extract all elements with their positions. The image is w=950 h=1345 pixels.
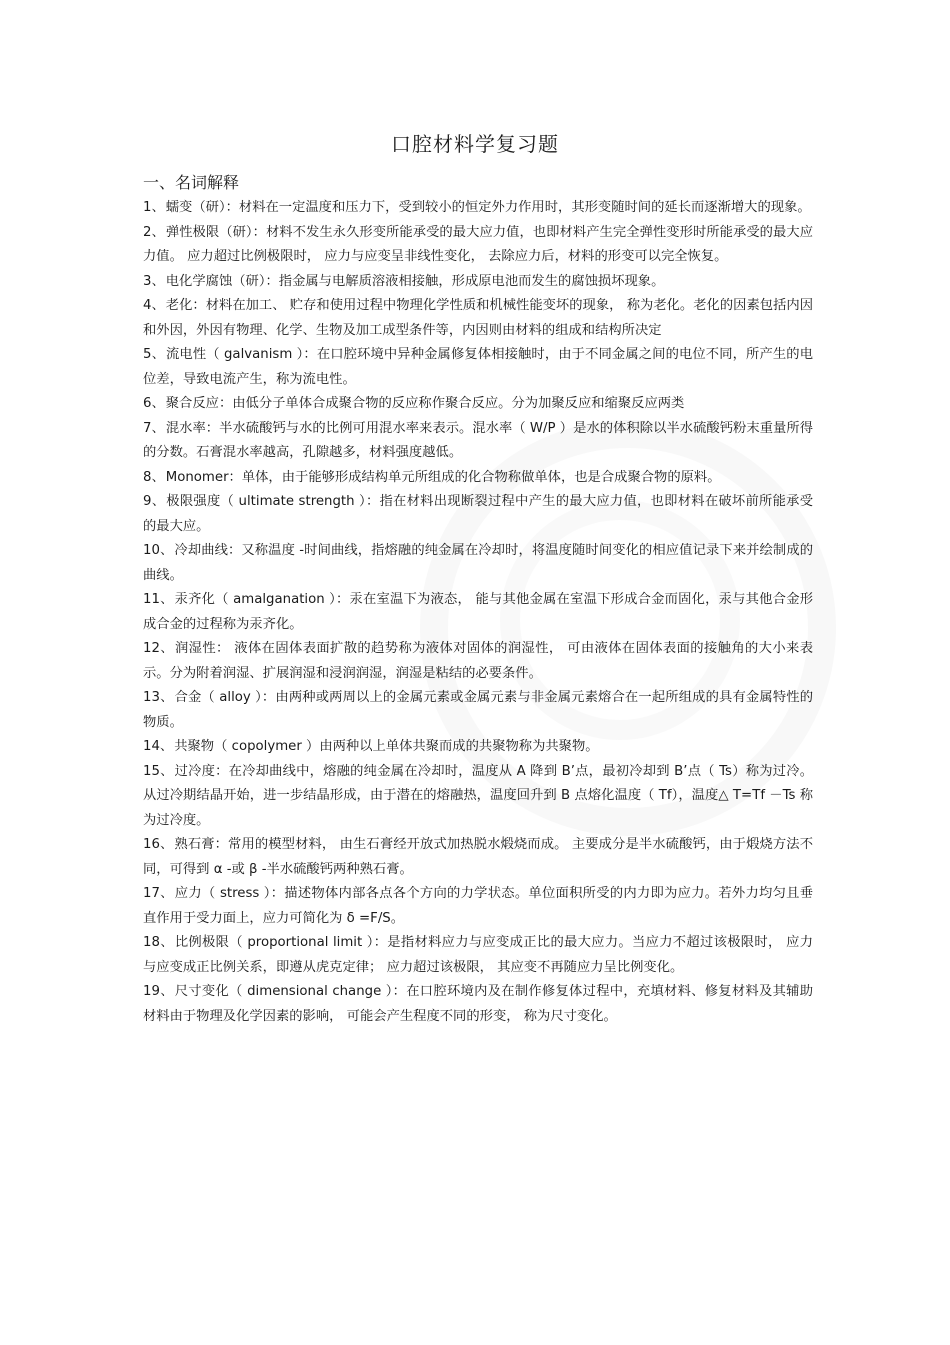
entry-text: 流电性（ galvanism ）：在口腔环境中异种金属修复体相接触时，由于不同金属之间的电位不同，所产生的电位差，导致电流产生，称为流电性。 (143, 347, 813, 387)
entry-list (143, 196, 813, 1029)
entry-number: 12、 (143, 641, 174, 656)
entry-text: 熟石膏：常用的模型材料， 由生石膏经开放式加热脱水煅烧而成。 主要成分是半水硫酸钙，由于煅烧方法不同，可得到 α -或 β -半水硫酸钙两种熟石膏。 (143, 837, 814, 877)
entry-3 (143, 270, 813, 295)
entry-12 (143, 637, 813, 686)
entry-text: 聚合反应：由低分子单体合成聚合物的反应称作聚合反应。分为加聚反应和缩聚反应两类 (165, 396, 685, 411)
section-heading: 一、名词解释 (143, 173, 240, 192)
entry-15 (143, 760, 813, 834)
entry-text: 合金（ alloy ）：由两种或两周以上的金属元素或金属元素与非金属元素熔合在一起所组成的具有金属特性的物质。 (143, 690, 814, 730)
entry-number: 1、 (143, 200, 165, 215)
entry-text: 共聚物（ copolymer ）由两种以上单体共聚而成的共聚物称为共聚物。 (174, 739, 599, 754)
entry-4 (143, 294, 813, 343)
entry-10 (143, 539, 813, 588)
entry-1 (143, 196, 813, 221)
entry-17 (143, 882, 813, 931)
entry-number: 6、 (143, 396, 165, 411)
entry-number: 9、 (143, 494, 166, 509)
entry-text: 老化：材料在加工、 贮存和使用过程中物理化学性质和机械性能变坏的现象， 称为老化。老化的因素包括内因和外因，外因有物理、化学、生物及加工成型条件等，内因则由材料的组成和结构所决定 (143, 298, 813, 338)
entry-text: 润湿性： 液体在固体表面扩散的趋势称为液体对固体的润湿性， 可由液体在固体表面的接触角的大小来表示。分为附着润湿、扩展润湿和浸润润湿，润湿是粘结的必要条件。 (143, 641, 814, 681)
entry-number: 17、 (143, 886, 174, 901)
entry-14 (143, 735, 813, 760)
entry-number: 18、 (143, 935, 174, 950)
entry-13 (143, 686, 813, 735)
entry-number: 14、 (143, 739, 174, 754)
document-title: 口腔材料学复习题 (391, 132, 559, 156)
entry-number: 3、 (143, 273, 165, 289)
entry-number: 5、 (143, 347, 165, 362)
entry-number: 7、 (143, 420, 165, 436)
entry-number: 4、 (143, 298, 165, 313)
entry-text: 尺寸变化（ dimensional change ）：在口腔环境内及在制作修复体过程中，充填材料、修复材料及其辅助材料由于物理及化学因素的影响， 可能会产生程度不同的形变， 称为尺寸变化。 (143, 984, 814, 1024)
entry-9 (143, 490, 813, 539)
entry-number: 16、 (143, 837, 174, 852)
entry-text: 汞齐化（ amalganation ）：汞在室温下为液态， 能与其他金属在室温下形成合金而固化，汞与其他合金形成合金的过程称为汞齐化。 (143, 592, 813, 632)
entry-number: 15、 (143, 763, 174, 779)
entry-number: 19、 (143, 984, 174, 999)
entry-5 (143, 343, 813, 392)
entry-text: 比例极限（ proportional limit ）：是指材料应力与应变成正比的最大应力。当应力不超过该极限时， 应力与应变成正比例关系，即遵从虎克定律； 应力超过该极限， 其应变不再随应力呈比例变化。 (143, 935, 813, 975)
entry-8 (143, 466, 813, 491)
entry-number: 11、 (143, 592, 174, 607)
entry-number: 8、 (143, 469, 165, 485)
entry-number: 13、 (143, 690, 174, 705)
entry-11 (143, 588, 813, 637)
entry-6 (143, 392, 813, 417)
entry-18 (143, 931, 813, 980)
entry-2 (143, 221, 813, 270)
entry-number: 2、 (143, 224, 165, 240)
entry-19 (143, 980, 813, 1029)
entry-text: 应力（ stress ）：描述物体内部各点各个方向的力学状态。单位面积所受的内力即为应力。若外力均匀且垂直作用于受力面上，应力可简化为 δ =F/S。 (143, 886, 814, 926)
entry-text: 弹性极限（研）：材料不发生永久形变所能承受的最大应力值，也即材料产生完全弹性变形时所能承受的最大应力值。 应力超过比例极限时， 应力与应变呈非线性变化， 去除应力后，材料的形变可以完全恢复。 (143, 224, 813, 264)
entry-text: 混水率：半水硫酸钙与水的比例可用混水率来表示。混水率（ W/P ）是水的体积除以半水硫酸钙粉末重量所得的分数。石膏混水率越高，孔隙越多，材料强度越低。 (143, 420, 813, 460)
entry-text: Monomer：单体，由于能够形成结构单元所组成的化合物称做单体，也是合成聚合物的原料。 (165, 469, 721, 485)
entry-number: 10、 (143, 543, 174, 558)
entry-7 (143, 417, 813, 466)
entry-text: 电化学腐蚀（研）：指金属与电解质溶液相接触，形成原电池而发生的腐蚀损坏现象。 (165, 273, 665, 289)
entry-16 (143, 833, 813, 882)
entry-text: 蠕变（研）：材料在一定温度和压力下，受到较小的恒定外力作用时，其形变随时间的延长而逐渐增大的现象。 (165, 200, 811, 215)
entry-text: 冷却曲线：又称温度 -时间曲线，指熔融的纯金属在冷却时，将温度随时间变化的相应值记录下来并绘制成的曲线。 (143, 543, 814, 583)
entry-text: 极限强度（ ultimate strength ）：指在材料出现断裂过程中产生的最大应力值，也即材料在破坏前所能承受的最大应。 (143, 494, 813, 534)
entry-text: 过冷度：在冷却曲线中，熔融的纯金属在冷却时，温度从 A 降到 B’点，最初冷却到 B’点（ Ts）称为过冷。从过冷期结晶开始，进一步结晶形成，由于潜在的熔融热，温度回升到 B 点熔化温度（ Tf），温度△ T=Tf －Ts 称为过冷度。 (143, 763, 814, 828)
